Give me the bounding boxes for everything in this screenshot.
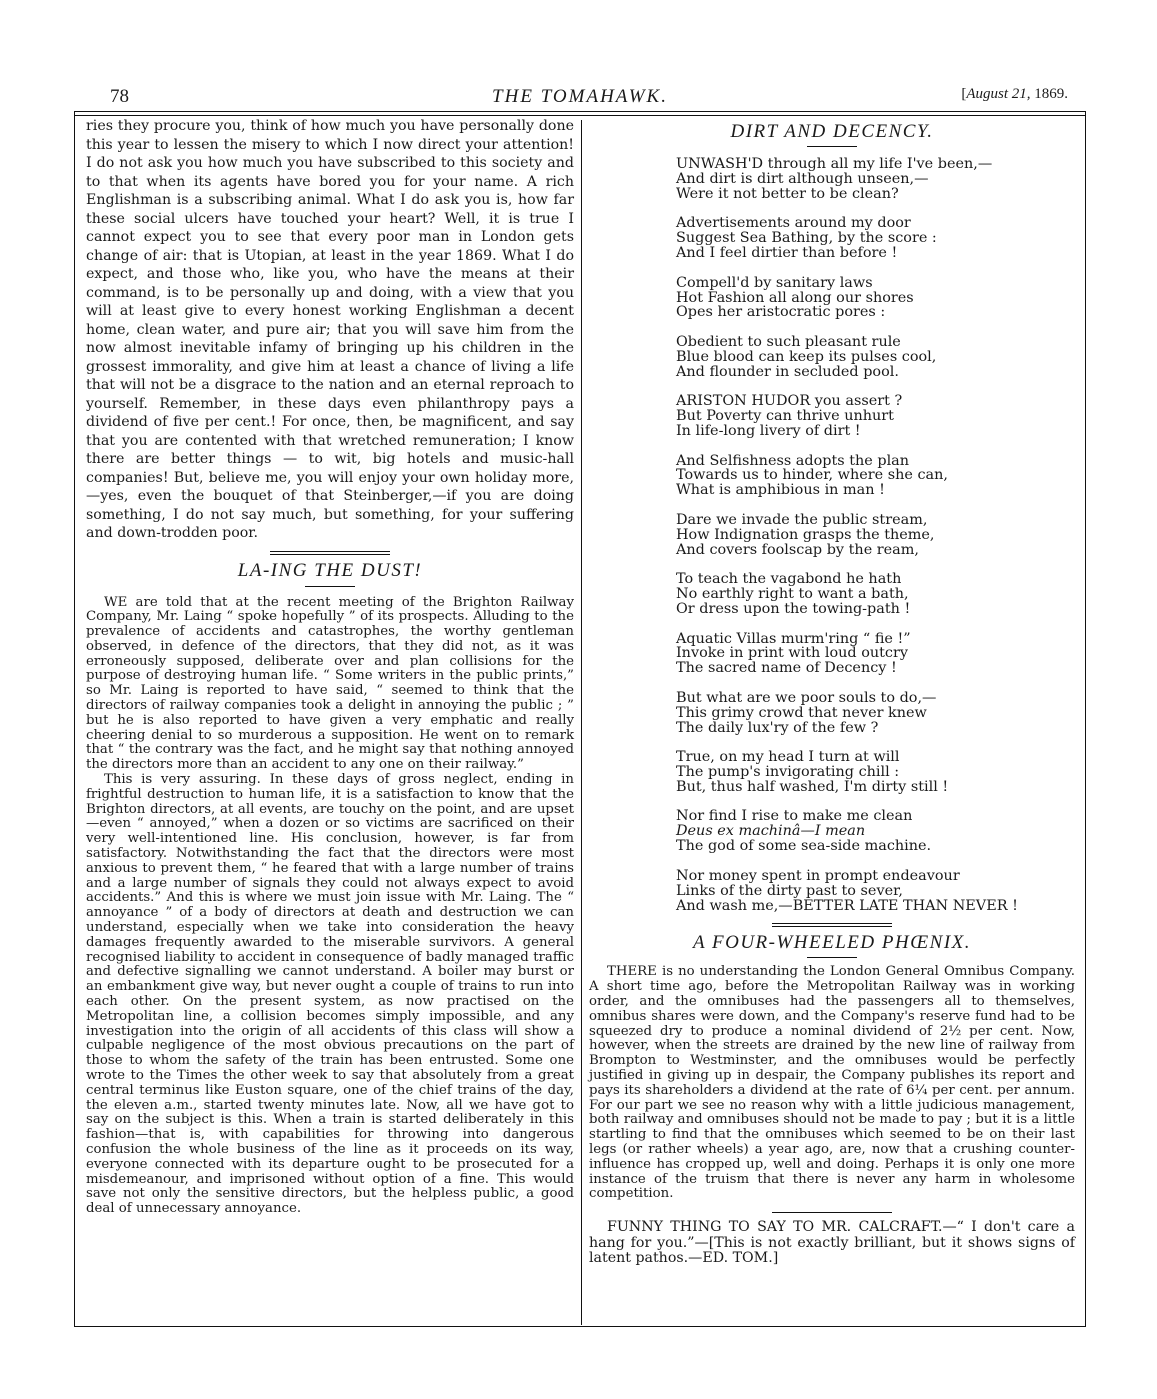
- footer-rule: [74, 1326, 1086, 1327]
- poem-line: Blue blood can keep its pulses cool,: [676, 348, 937, 365]
- frame-left: [74, 111, 75, 1326]
- article-title-phoenix: A FOUR-WHEELED PHŒNIX.: [692, 932, 971, 954]
- poem-line: And dirt is dirt although unseen,—: [676, 170, 929, 187]
- frame-right: [1085, 111, 1086, 1326]
- poem-line: Opes her aristocratic pores :: [676, 304, 886, 321]
- masthead-title: THE TOMAHAWK.: [492, 86, 668, 107]
- poem-line: And flounder in secluded pool.: [676, 363, 899, 380]
- funny-thing-note: FUNNY THING TO SAY TO MR. CALCRAFT.—“ I don't care a hang for you.”—[This is not exactly brilliant, but it shows signs of latent pathos.—ED. TOM.]: [589, 1219, 1075, 1267]
- column-separator: [581, 120, 582, 1325]
- issue-date: [August 21, 1869.: [961, 86, 1068, 102]
- article-separator: [772, 923, 892, 927]
- poem-line: The sacred name of Decency !: [676, 660, 897, 677]
- poem-line: Nor find I rise to make me clean: [676, 808, 913, 825]
- poem-stanza: [676, 809, 1075, 854]
- poem-line: But, thus half washed, I'm dirty still !: [676, 778, 949, 795]
- poem-line: And I feel dirtier than before !: [676, 245, 898, 262]
- poem-stanza: [676, 454, 1075, 499]
- poem-line: And Selfishness adopts the plan: [676, 452, 910, 469]
- header-rule-top: [74, 111, 1086, 112]
- poem-line: Deus ex machinâ—I mean: [676, 823, 866, 840]
- poem-stanza: [676, 276, 1075, 321]
- poem-title: DIRT AND DECENCY.: [730, 121, 934, 142]
- poem-line: How Indignation grasps the theme,: [676, 526, 935, 543]
- poem-line: In life-long livery of dirt !: [676, 423, 861, 440]
- poem-line: To teach the vagabond he hath: [676, 571, 902, 588]
- poem-line: And wash me,—BETTER LATE THAN NEVER !: [676, 897, 1018, 914]
- poem-stanza: [676, 394, 1075, 439]
- title-underline: [807, 957, 857, 958]
- issue-date-month-day: August 21,: [966, 86, 1031, 102]
- poem-line: The god of some sea-side machine.: [676, 838, 932, 855]
- poem-stanza: [676, 869, 1075, 914]
- poem-line: But Poverty can thrive unhurt: [676, 408, 894, 425]
- phoenix-paragraph: THERE is no understanding the London General Omnibus Company. A short time ago, before the Metropolitan Railway was in working order, and the omnibuses had the passengers all to themselves, omnibus shares were down, and the Company's reserve fund had to be squeezed dry to produce a nominal dividend of 2½ per cent. Now, however, when the streets are drained by the new line of railway from Brompton to Westminster, and the omnibuses would be perfectly justified in giving up in despair, the Company publishes its report and pays its shareholders a dividend at the rate of 6¼ per cent. per annum. For our part we see no reason why with a little judicious management, both railway and omnibuses should not be made to pay ; but it is a little startling to find that the omnibuses which seemed to be on their last legs (or rather wheels) a year ago, are, now that a crushing counter-influence has cropped up, well and doing. Perhaps it is only one more instance of the truism that there is never any harm in wholesome competition.: [589, 964, 1075, 1202]
- poem-stanza: [676, 157, 1075, 202]
- page-number: 78: [110, 86, 129, 107]
- poem-line: UNWASH'D through all my life I've been,—: [676, 156, 993, 172]
- poem-line: Links of the dirty past to sever,: [676, 882, 903, 899]
- issue-date-year: 1869.: [1034, 86, 1068, 102]
- poem-line: And covers foolscap by the ream,: [676, 541, 919, 558]
- article-title-la-ing: LA-ING THE DUST!: [237, 559, 423, 581]
- poem-line: The pump's invigorating chill :: [676, 764, 900, 781]
- poem-line: Invoke in print with loud outcry: [676, 645, 908, 662]
- continued-article-paragraph: ries they procure you, think of how much you have personally done this year to lessen the misery to which I now direct your attention! I do not ask you how much you have subscribed to this society and to that when its agents have bored you for your name. A rich Englishman is a subscribing animal. What I do ask you is, how far these social ulcers have touched your heart? Well, it is true I cannot expect you to see that every poor man in London gets change of air: that is Utopian, at least in the year 1869. What I do expect, and those who, like you, who have the means at their command, is to be personally up and doing, with a view that you will at least give to every honest working Englishman a decent home, clean water, and pure air; that you will save him from the now almost inevitable infamy of bringing up his children in the grossest immorality, and give him at least a chance of living a life that will not be a disgrace to the nation and an eternal reproach to yourself. Remember, in these days even philanthropy pays a dividend of five per cent.! For once, then, be magnificent, and say that you are contented with that wretched remuneration; I know there are better things — to wit, big hotels and music-hall companies! But, believe me, you will enjoy your own holiday more,—yes, even the bouquet of that Steinberger,—if you are doing something, I do not say much, but something, for your suffering and down-trodden poor.: [86, 118, 574, 541]
- la-ing-paragraph-2: This is very assuring. In these days of gross neglect, ending in frightful destruction to human life, it is a satisfaction to know that the Brighton directors, at all events, are touchy on the point, and are upset—even “ annoyed,” when a dozen or so victims are sacrificed on their very well-intentioned line. His conclusion, however, is far from satisfactory. Notwithstanding the fact that the directors were most anxious to prevent them, “ he feared that with a large number of trains and a large number of signals they could not always expect to avoid accidents.” And this is where we must join issue with Mr. Laing. The “ annoyance ” of a body of directors at death and destruction we can understand, especially when we take into consideration the heavy damages frequently awarded to the miserable survivors. A general recognised liability to accident in consequence of badly managed traffic and defective signalling we cannot understand. A boiler may burst or an embankment give way, but never ought a couple of trains to run into each other. On the present system, as now practised on the Metropolitan line, a collision becomes simply impossible, and any investigation into the origin of all accidents of this class will show a culpable negligence of the most obvious precautions on the part of those to whom the safety of the train has been entrusted. Some one wrote to the Times the other week to say that absolutely from a great central terminus like Euston square, one of the chief trains of the day, the eleven a.m., started twenty minutes late. Now, all we have got to say on the subject is this. When a train is started deliberately in this fashion—that is, with capabilities for throwing into dangerous confusion the whole business of the line as it proceeds on its way, everyone connected with its departure ought to be prosecuted for a misdemeanour, and imprisoned without option of a fine. This would save not only the sensitive directors, but the helpless public, a good deal of unnecessary annoyance.: [86, 772, 574, 1217]
- la-ing-paragraph-1: WE are told that at the recent meeting of the Brighton Railway Company, Mr. Laing “ spoke hopefully ” of its prospects. Alluding to the prevalence of accidents and catastrophes, the worthy gentleman observed, in defence of the directors, that they did not, as it was erroneously supposed, deliberate over and plan collisions for the purpose of destroying human life. “ Some writers in the public prints,” so Mr. Laing is reported to have said, “ seemed to think that the directors of railway companies took a delight in annoying the public ; ” but he is also reported to have given a very emphatic and really cheering denial to so murderous a supposition. He went on to remark that “ the contrary was the fact, and he might say that nothing annoyed the directors more than an accident to any one on their railway.”: [86, 594, 574, 773]
- poem-body: [589, 157, 1075, 913]
- poem-stanza: [676, 572, 1075, 617]
- poem-line: Nor money spent in prompt endeavour: [676, 867, 960, 884]
- page-header: [74, 86, 1086, 108]
- poem-line: What is amphibious in man !: [676, 482, 885, 499]
- poem-line: No earthly right to want a bath,: [676, 586, 909, 603]
- poem-stanza: [676, 632, 1075, 677]
- poem-line: Or dress upon the towing-path !: [676, 601, 911, 617]
- note-separator: [772, 1212, 892, 1213]
- poem-line: Were it not better to be clean?: [676, 185, 899, 202]
- poem-line: Aquatic Villas murm'ring “ fie !”: [676, 630, 911, 647]
- poem-line: Hot Fashion all along our shores: [676, 289, 914, 306]
- poem-line: Towards us to hinder, where she can,: [676, 467, 948, 484]
- poem-line: But what are we poor souls to do,—: [676, 689, 937, 706]
- poem-stanza: [676, 691, 1075, 736]
- poem-stanza: [676, 750, 1075, 795]
- poem-title-underline: [807, 146, 857, 147]
- poem-line: Advertisements around my door: [676, 215, 911, 232]
- poem-line: ARISTON HUDOR you assert ?: [676, 393, 903, 410]
- poem-line: This grimy crowd that never knew: [676, 704, 927, 721]
- header-rule-bottom: [74, 115, 1086, 116]
- poem-stanza: [676, 335, 1075, 380]
- poem-line: Compell'd by sanitary laws: [676, 274, 873, 291]
- poem-line: Obedient to such pleasant rule: [676, 333, 901, 350]
- poem-line: True, on my head I turn at will: [676, 749, 900, 766]
- poem-stanza: [676, 513, 1075, 558]
- poem-stanza: [676, 216, 1075, 261]
- poem-line: The daily lux'ry of the few ?: [676, 719, 879, 736]
- right-column: [589, 117, 1075, 1267]
- title-underline: [305, 586, 355, 587]
- left-column: [86, 117, 574, 1217]
- poem-line: Dare we invade the public stream,: [676, 511, 928, 528]
- poem-line: Suggest Sea Bathing, by the score :: [676, 230, 937, 247]
- article-separator: [270, 551, 390, 555]
